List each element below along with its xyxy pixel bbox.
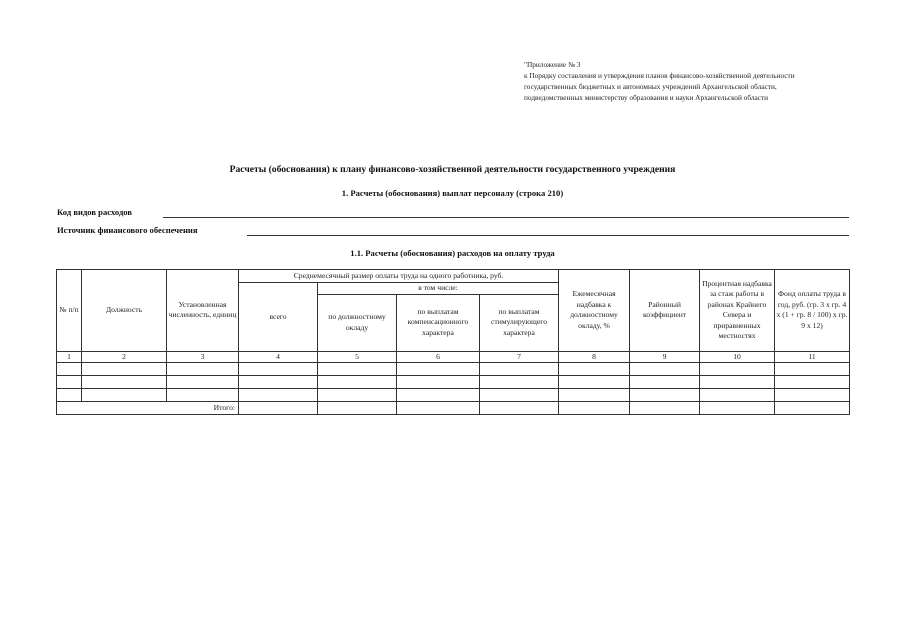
column-number-row: [57, 351, 850, 363]
appendix-line: "Приложение № 3: [524, 60, 581, 69]
column-number: 6: [397, 351, 480, 363]
column-number: 1: [57, 351, 82, 363]
table-cell[interactable]: [397, 389, 480, 402]
expense-code-line[interactable]: [163, 217, 849, 218]
column-number: 4: [239, 351, 318, 363]
header-avg-salary-group: Среднемесячный размер оплаты труда на одного работника, руб.: [239, 270, 559, 283]
column-number: 11: [775, 351, 850, 363]
table-cell[interactable]: [239, 376, 318, 389]
table-cell[interactable]: [775, 402, 850, 415]
table-cell[interactable]: [630, 376, 700, 389]
table-cell[interactable]: [239, 389, 318, 402]
column-number: 3: [167, 351, 239, 363]
column-number: 7: [480, 351, 559, 363]
table-cell[interactable]: [775, 376, 850, 389]
header-annual-fund: Фонд оплаты труда в год, руб. (гр. 3 х гр. 4 х (1 + гр. 8 / 100) х гр. 9 х 12): [775, 270, 850, 352]
table-cell[interactable]: [775, 389, 850, 402]
table-cell[interactable]: [397, 363, 480, 376]
header-regional-coef: Районный коэффициент: [630, 270, 700, 352]
table-cell[interactable]: [167, 363, 239, 376]
column-number: 2: [82, 351, 167, 363]
header-position: Должность: [82, 270, 167, 352]
document-title: Расчеты (обоснования) к плану финансово-хозяйственной деятельности государственного учреждения: [229, 164, 676, 175]
table-cell[interactable]: [239, 402, 318, 415]
table-cell[interactable]: [700, 389, 775, 402]
table-cell[interactable]: [480, 402, 559, 415]
table-row: [57, 363, 850, 376]
table-cell[interactable]: [630, 402, 700, 415]
header-num: № п/п: [57, 270, 82, 352]
table-cell[interactable]: [480, 363, 559, 376]
header-by-salary: по должностному окладу: [318, 294, 397, 351]
table-cell[interactable]: [82, 389, 167, 402]
table-cell[interactable]: [167, 376, 239, 389]
table-cell[interactable]: [57, 389, 82, 402]
table-cell[interactable]: [700, 363, 775, 376]
labor-cost-table: [56, 269, 850, 415]
header-incentive: по выплатам стимулирующего характера: [480, 294, 559, 351]
column-number: 8: [559, 351, 630, 363]
table-cell[interactable]: [318, 363, 397, 376]
header-monthly-bonus: Ежемесячная надбавка к должностному окладу, %: [559, 270, 630, 352]
appendix-line: к Порядку составления и утверждения планов финансово-хозяйственной деятельности: [524, 71, 795, 80]
table-cell[interactable]: [57, 376, 82, 389]
appendix-note: [524, 59, 884, 103]
column-number: 9: [630, 351, 700, 363]
table-cell[interactable]: [82, 376, 167, 389]
table-row: [57, 376, 850, 389]
table-cell[interactable]: [559, 376, 630, 389]
table-cell[interactable]: [630, 363, 700, 376]
table-row: [57, 389, 850, 402]
document-subtitle: 1. Расчеты (обоснования) выплат персоналу (строка 210): [341, 188, 564, 198]
table-cell[interactable]: [559, 389, 630, 402]
table-cell[interactable]: [775, 363, 850, 376]
table-cell[interactable]: [239, 363, 318, 376]
table-cell[interactable]: [559, 363, 630, 376]
table-cell[interactable]: [480, 389, 559, 402]
section-title: 1.1. Расчеты (обоснования) расходов на оплату труда: [350, 248, 555, 258]
table-cell[interactable]: [559, 402, 630, 415]
header-compensation: по выплатам компенсационного характера: [397, 294, 480, 351]
funding-source-label: Источник финансового обеспечения: [57, 225, 198, 235]
appendix-line: подведомственных министерству образования и науки Архангельской области: [524, 93, 769, 102]
expense-code-label: Код видов расходов: [57, 207, 133, 217]
table-cell[interactable]: [318, 389, 397, 402]
total-row: [57, 402, 850, 415]
table-cell[interactable]: [318, 402, 397, 415]
funding-source-line[interactable]: [247, 235, 849, 236]
table-cell[interactable]: [480, 376, 559, 389]
header-north-bonus: Процентная надбавка за стаж работы в районах Крайнего Севера и приравненных местностях: [700, 270, 775, 352]
table-cell[interactable]: [167, 389, 239, 402]
table-cell[interactable]: [700, 402, 775, 415]
appendix-line: государственных бюджетных и автономных учреждений Архангельской области,: [524, 82, 777, 91]
table-cell[interactable]: [397, 402, 480, 415]
header-total: всего: [239, 283, 318, 352]
header-including: в том числе:: [318, 283, 559, 295]
table-cell[interactable]: [57, 363, 82, 376]
column-number: 5: [318, 351, 397, 363]
table-cell[interactable]: [318, 376, 397, 389]
table-cell[interactable]: [700, 376, 775, 389]
table-cell[interactable]: [630, 389, 700, 402]
table-cell[interactable]: [82, 363, 167, 376]
total-label: Итого:: [57, 402, 239, 415]
table-cell[interactable]: [397, 376, 480, 389]
column-number: 10: [700, 351, 775, 363]
header-staff-count: Установленная численность, единиц: [167, 270, 239, 352]
